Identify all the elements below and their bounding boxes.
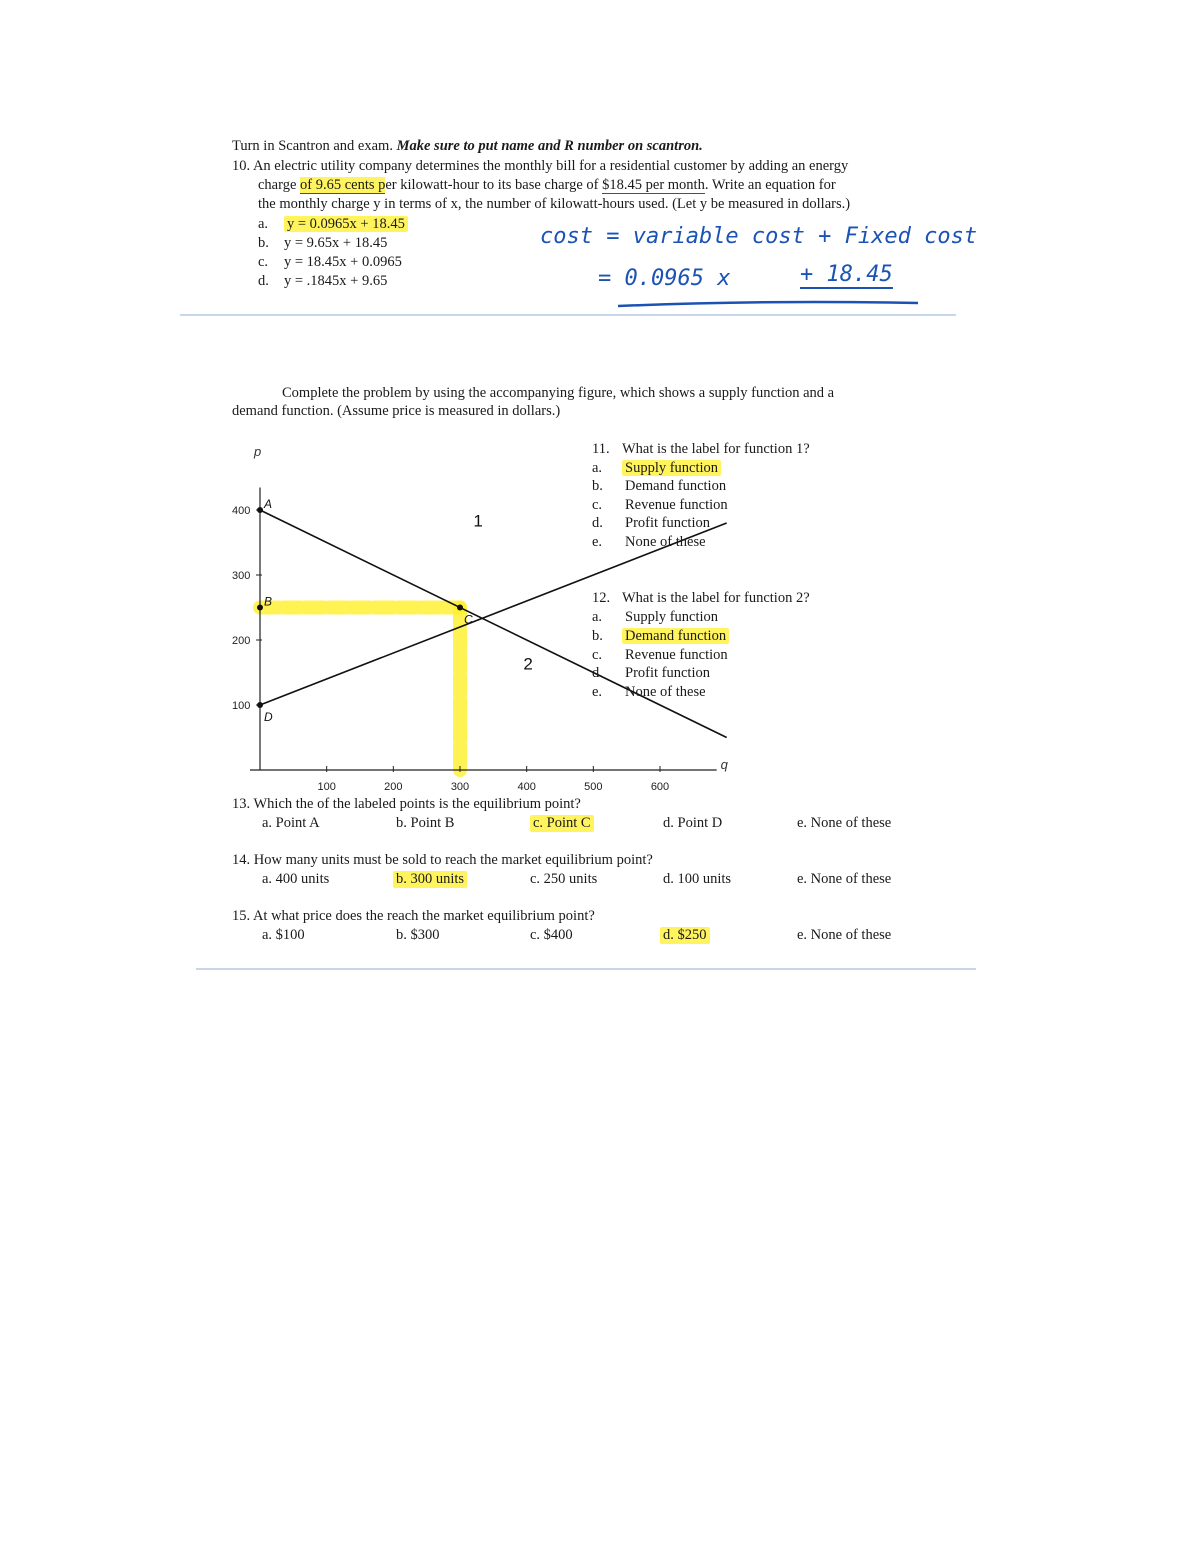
option-text: Demand function (625, 478, 727, 494)
q10-line1 (232, 158, 848, 175)
point-b-label: B (264, 594, 273, 609)
q12-question (592, 590, 810, 607)
q11-option-a (592, 460, 721, 477)
q10-option-b (258, 235, 387, 252)
option-text: y = .1845x + 9.65 (284, 273, 388, 289)
option-letter: b. (592, 478, 603, 494)
option-text: y = 9.65x + 18.45 (284, 235, 388, 251)
option-letter: a. (592, 460, 603, 476)
q13-option-a: a. Point A (262, 815, 320, 831)
option-letter: b. (258, 235, 269, 251)
intro-line2: demand function. (Assume price is measured in dollars.) (232, 403, 561, 419)
intro-line1: Complete the problem by using the accompanying figure, which shows a supply function and a (282, 385, 835, 401)
q10-option-d (258, 273, 387, 290)
q10-line2-post: . Write an equation for (704, 177, 836, 193)
point-a-label: A (264, 497, 273, 511)
option-letter: d. (592, 665, 603, 681)
q14-option-e: e. None of these (797, 871, 892, 887)
y-axis-label: p (254, 444, 262, 459)
q15-option-d-highlighted: d. $250 (660, 927, 710, 944)
option-letter: a. (258, 216, 269, 232)
point-d-label: D (264, 710, 273, 724)
option-text: Revenue function (625, 647, 728, 663)
option-text: Profit function (625, 515, 710, 531)
function-label-2: 2 (523, 654, 533, 674)
q12-option-c (592, 647, 728, 664)
option-letter: c. (592, 497, 603, 513)
option-text: Revenue function (625, 497, 728, 513)
option-letter: e. (592, 534, 603, 550)
q10-text-line1: An electric utility company determines the monthly bill for a residential customer by adding an energy (252, 158, 849, 174)
q10-highlight-rate: of 9.65 cents p (300, 177, 386, 193)
x-tick-label-200: 200 (384, 781, 403, 793)
exam-instruction (232, 138, 703, 155)
option-text: Profit function (625, 665, 710, 681)
q13-option-d: d. Point D (663, 815, 723, 831)
point-c-marker (457, 605, 463, 611)
q11-option-b (592, 478, 726, 495)
q10-line2-pre: charge (258, 177, 300, 193)
q11-option-a-highlighted: Supply function (622, 460, 721, 476)
q14-option-b-highlighted: b. 300 units (393, 871, 467, 888)
q11-option-d (592, 515, 710, 532)
option-text: None of these (625, 534, 706, 550)
q10-text-line3: the monthly charge y in terms of x, the number of kilowatt-hours used. (Let y be measured in dollars.) (258, 196, 851, 212)
q15-option-e: e. None of these (797, 927, 892, 943)
q12-option-b (592, 628, 729, 645)
q10-line2-mid: er kilowatt-hour to its base charge of (385, 177, 603, 193)
q11-text: What is the label for function 1? (622, 441, 810, 457)
q15-option-c: c. $400 (530, 927, 573, 943)
section-divider-bottom (196, 968, 976, 970)
point-d-marker (257, 702, 263, 708)
x-tick-label-600: 600 (650, 781, 670, 793)
q11-option-c (592, 497, 728, 514)
y-tick-label-100: 100 (232, 700, 251, 712)
instruction-text: Turn in Scantron and exam. (232, 138, 393, 154)
option-letter: c. (258, 254, 269, 270)
q10-number: 10. (232, 158, 251, 174)
option-letter: c. (592, 647, 603, 663)
option-letter: b. (592, 628, 603, 644)
option-letter: a. (592, 609, 603, 625)
option-text: Supply function (625, 609, 719, 625)
option-letter: d. (592, 515, 603, 531)
point-c-label: C (464, 612, 473, 627)
point-a-marker (257, 507, 263, 513)
x-axis-label: q (720, 757, 728, 772)
y-tick-label-400: 400 (232, 505, 251, 517)
y-tick-label-200: 200 (232, 635, 251, 647)
section-divider (180, 314, 956, 316)
handwriting-fixed-value: + 18.45 (800, 262, 893, 287)
q12-option-e (592, 684, 706, 701)
x-tick-label-300: 300 (450, 781, 470, 793)
q15-question: 15. At what price does the reach the market equilibrium point? (232, 908, 595, 924)
x-tick-label-400: 400 (517, 781, 536, 793)
option-text: y = 18.45x + 0.0965 (284, 254, 402, 270)
y-tick-label-300: 300 (232, 570, 251, 582)
handwriting-underline-stroke (600, 290, 930, 312)
q10-option-a-highlighted: y = 0.0965x + 18.45 (284, 216, 408, 232)
x-tick-label-500: 500 (584, 781, 603, 793)
q13-question: 13. Which the of the labeled points is the equilibrium point? (232, 796, 581, 812)
instruction-emphasis: Make sure to put name and R number on scantron. (396, 138, 703, 154)
function-label-1: 1 (473, 511, 483, 531)
q10-line3 (258, 196, 850, 213)
q13-option-e: e. None of these (797, 815, 892, 831)
q12-option-b-highlighted: Demand function (622, 628, 729, 644)
q14-option-d: d. 100 units (663, 871, 732, 887)
q11-number: 11. (592, 441, 610, 457)
q13-option-b: b. Point B (396, 815, 455, 831)
q14-question: 14. How many units must be sold to reach the market equilibrium point? (232, 852, 653, 868)
q12-text: What is the label for function 2? (622, 590, 810, 606)
point-b-marker (257, 605, 263, 611)
q14-option-c: c. 250 units (530, 871, 598, 887)
handwriting-cost-value: = 0.0965 x (598, 266, 731, 291)
handwriting-cost-formula: cost = variable cost + Fixed cost (540, 224, 978, 249)
q12-option-d (592, 665, 710, 682)
q10-underline-base: $18.45 per month (602, 177, 705, 193)
q13-option-c-highlighted: c. Point C (530, 815, 594, 832)
x-tick-label-100: 100 (317, 781, 336, 793)
q10-line2 (258, 177, 836, 194)
q12-number: 12. (592, 590, 611, 606)
q10-option-c (258, 254, 402, 271)
option-text: None of these (625, 684, 706, 700)
q11-option-e (592, 534, 706, 551)
q15-option-a: a. $100 (262, 927, 305, 943)
option-letter: d. (258, 273, 269, 289)
q15-option-b: b. $300 (396, 927, 440, 943)
option-letter: e. (592, 684, 603, 700)
q14-option-a: a. 400 units (262, 871, 330, 887)
q11-question (592, 441, 810, 458)
q10-option-a (258, 216, 408, 233)
q12-option-a (592, 609, 718, 626)
